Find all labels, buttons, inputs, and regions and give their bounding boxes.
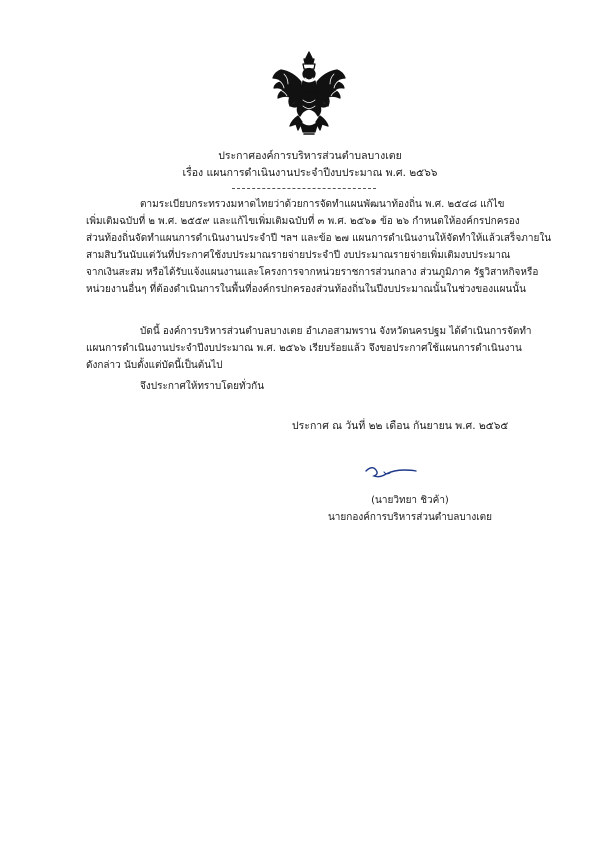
paragraph-line: เพิ่มเติมฉบับที่ ๒ พ.ศ. ๒๕๕๙ และแก้ไขเพิ่มเติมฉบับที่ ๓ พ.ศ. ๒๕๖๑ ข้อ ๒๖ กำหนดให้องค์กรปกครอง — [86, 216, 520, 227]
paragraph-line: ดังกล่าว นับตั้งแต่บัดนี้เป็นต้นไป — [86, 360, 223, 371]
heading-divider — [232, 188, 376, 189]
announcement-heading — [100, 148, 520, 182]
paragraph-line: จากเงินสะสม หรือได้รับแจ้งแผนงานและโครงการจากหน่วยราชการส่วนกลาง ส่วนภูมิภาค รัฐวิสาหกิจหรือ — [86, 267, 539, 278]
garuda-emblem — [270, 50, 348, 136]
announcement-subject: เรื่อง แผนการดำเนินงานประจำปีงบประมาณ พ.ศ. ๒๕๖๖ — [182, 167, 438, 179]
body-paragraph-2 — [86, 323, 532, 374]
signer-block — [310, 492, 510, 526]
closing-statement: จึงประกาศให้ทราบโดยทั่วกัน — [140, 381, 265, 392]
paragraph-line: ตามระเบียบกระทรวงมหาดไทยว่าด้วยการจัดทำแผนพัฒนาท้องถิ่น พ.ศ. ๒๕๔๘ แก้ไข — [140, 199, 505, 210]
announcement-title: ประกาศองค์การบริหารส่วนตำบลบางเตย — [218, 150, 402, 162]
paragraph-line: ส่วนท้องถิ่นจัดทำแผนการดำเนินงานประจำปี ฯลฯ และข้อ ๒๗ แผนการดำเนินงานให้จัดทำให้แล้วเสร็จภายใน — [86, 233, 552, 244]
paragraph-line: บัดนี้ องค์การบริหารส่วนตำบลบางเตย อำเภอสามพราน จังหวัดนครปฐม ได้ดำเนินการจัดทำ — [140, 326, 532, 337]
signer-name: (นายวิทยา ชิวค้า) — [371, 495, 449, 506]
body-paragraph-1 — [86, 196, 552, 298]
signer-position: นายกองค์การบริหารส่วนตำบลบางเตย — [327, 512, 493, 523]
handwritten-signature — [364, 462, 420, 482]
paragraph-line: แผนการดำเนินงานประจำปีงบประมาณ พ.ศ. ๒๕๖๖ เรียบร้อยแล้ว จึงขอประกาศใช้แผนการดำเนินงาน — [86, 343, 522, 354]
announcement-date: ประกาศ ณ วันที่ ๒๒ เดือน กันยายน พ.ศ. ๒๕๖๕ — [292, 420, 509, 432]
paragraph-line: หน่วยงานอื่นๆ ที่ต้องดำเนินการในพื้นที่องค์กรปกครองส่วนท้องถิ่นในปีงบประมาณนั้นในช่วงของแผนนั้น — [86, 284, 526, 295]
paragraph-line: สามสิบวันนับแต่วันที่ประกาศใช้งบประมาณรายจ่ายประจำปี งบประมาณรายจ่ายเพิ่มเติมงบประมาณ — [86, 250, 511, 261]
